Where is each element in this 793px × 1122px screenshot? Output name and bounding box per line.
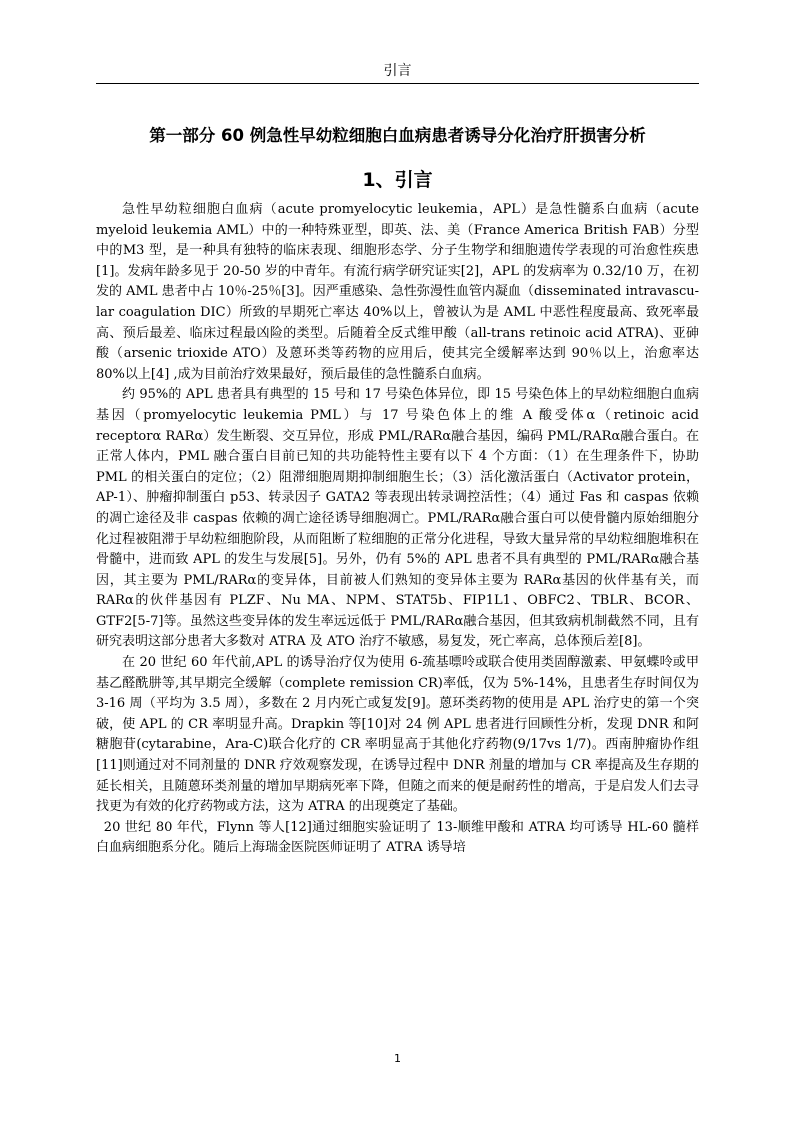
part-title: 第一部分 60 例急性早幼粒细胞白血病患者诱导分化治疗肝损害分析	[149, 126, 646, 145]
paragraph-3: 在 20 世纪 60 年代前,APL 的诱导治疗仅为使用 6-巯基嘌呤或联合使用类固醇激素、甲氨蝶呤或甲基乙醛酰肼等,其早期完全缓解（complete remission CR)率低，仅为 5%-14%，且患者生存时间仅为 3-16 周（平均为 3.5 周），多数在 2 月内死亡或复发[9]。蒽环类药物的使用是 APL 治疗史的第一个突破，使 APL 的 CR 率明显升高。Drapkin 等[10]对 24 例 APL 患者进行回顾性分析，发现 DNR 和阿糖胞苷(cytarabine，Ara-C)联合化疗的 CR 率明显高于其他化疗药物(9/17vs 1/7)。西南肿瘤协作组[11]则通过对不同剂量的 DNR 疗效观察发现，在诱导过程中 DNR 剂量的增加与 CR 率提高及生存期的延长相关，且随蒽环类剂量的增加早期病死率下降，但随之而来的便是耐药性的增高，于是启发人们去寻找更为有效的化疗药物或方法，这为 ATRA 的出现奠定了基础。	[96, 655, 699, 815]
paragraph-2: 约 95%的 APL 患者具有典型的 15 号和 17 号染色体异位，即 15 号染色体上的早幼粒细胞白血病基因（promyelocytic leukemia PML）与 17 号染色体上的维 A 酸受体α（retinoic acid receptorα RARα）发生断裂、交互异位，形成 PML/RARα融合基因，编码 PML/RARα融合蛋白。在正常人体内，PML 融合蛋白目前已知的共功能特性主要有以下 4 个方面：（1）在生理条件下，协助 PML 的相关蛋白的定位；（2）阻滞细胞周期抑制细胞生长；（3）活化激活蛋白（Activator protein，AP-1）、肿瘤抑制蛋白 p53、转录因子 GATA2 等表现出转录调控活性；（4）通过 Fas 和 caspas 依赖的凋亡途径及非 caspas 依赖的凋亡途径诱导细胞凋亡。PML/RARα融合蛋白可以使骨髓内原始细胞分化过程被阻滞于早幼粒细胞阶段，从而阻断了粒细胞的正常分化进程，导致大量异常的早幼粒细胞堆积在骨髓中，进而致 APL 的发生与发展[5]。另外，仍有 5%的 APL 患者不具有典型的 PML/RARα融合基因，其主要为 PML/RARα的变异体，目前被人们熟知的变异体主要为 RARα基因的伙伴基有关，而 RARα的伙伴基因有 PLZF、Nu MA、NPM、STAT5b、FIP1L1、OBFC2、TBLR、BCOR、GTF2[5-7]等。虽然这些变异体的发生率远远低于 PML/RARα融合基因，但其致病机制截然不同，且有研究表明这部分患者大多数对 ATRA 及 ATO 治疗不敏感，易复发，死亡率高，总体预后差[8]。	[96, 387, 699, 650]
page-number: 1	[394, 1052, 401, 1065]
body-text	[96, 200, 699, 859]
section-title: 1、引言	[362, 169, 433, 191]
running-header: 引言	[383, 63, 412, 79]
paragraph-4: 20 世纪 80 年代，Flynn 等人[12]通过细胞实验证明了 13-顺维甲酸和 ATRA 均可诱导 HL-60 髓样白血病细胞系分化。随后上海瑞金医院医师证明了 ATRA 诱导培	[96, 819, 699, 856]
header-rule	[96, 83, 699, 84]
paragraph-1: 急性早幼粒细胞白血病（acute promyelocytic leukemia，APL）是急性髓系白血病（acute myeloid leukemia AML）中的一种特殊亚型，即英、法、美（France America British FAB）分型中的M3 型，是一种具有独特的临床表现、细胞形态学、分子生物学和细胞遗传学表现的可治愈性疾患[1]。发病年龄多见于 20-50 岁的中青年。有流行病学研究证实[2]，APL 的发病率为 0.32/10 万，在初发的 AML 患者中占 10％-25％[3]。因严重感染、急性弥漫性血管内凝血（disseminated intravascu-lar coagulation DIC）所致的早期死亡率达 40%以上，曾被认为是 AML 中恶性程度最高、致死率最高、预后最差、临床过程最凶险的类型。后随着全反式维甲酸（all-trans retinoic acid ATRA)、亚砷酸（arsenic trioxide ATO）及蒽环类等药物的应用后，使其完全缓解率达到 90％以上，治愈率达 80%以上[4] ,成为目前治疗效果最好，预后最佳的急性髓系白血病。	[96, 202, 699, 382]
